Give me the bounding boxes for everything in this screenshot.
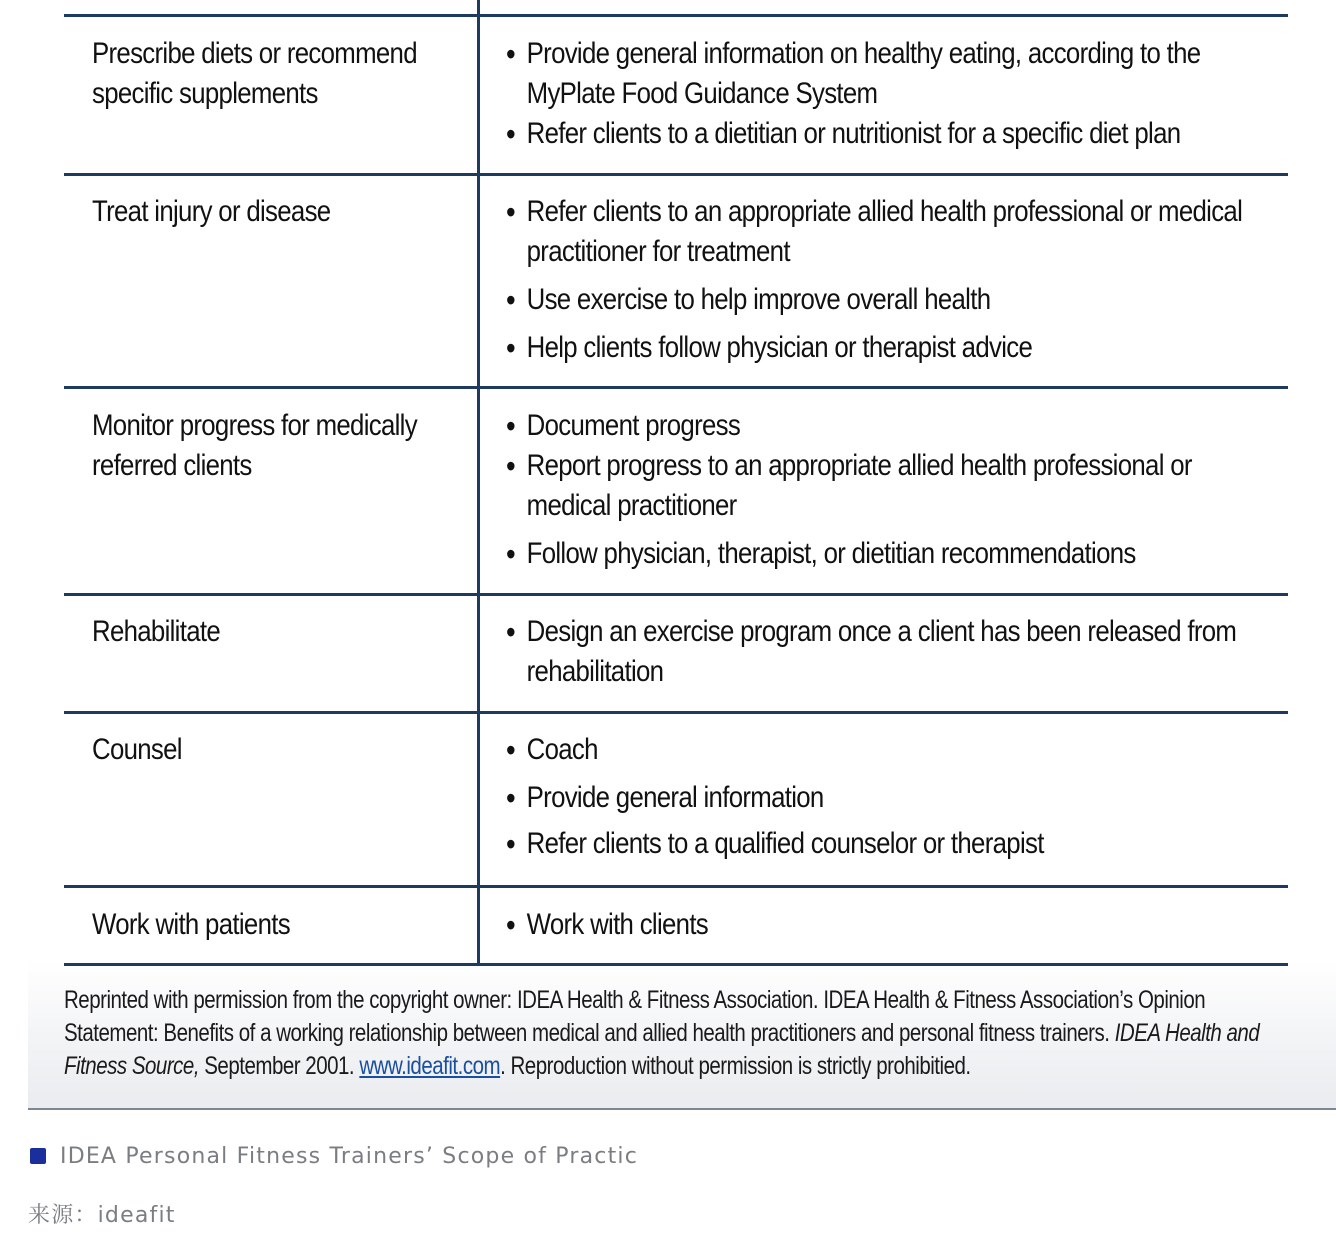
row-guidance [506, 406, 1306, 574]
guidance-item: • Use exercise to help improve overall health [506, 280, 1280, 320]
scope-table [64, 0, 1288, 968]
guidance-item: • Refer clients to an appropriate allied health professional or medical practitioner for treatment [506, 192, 1280, 272]
row-label: Prescribe diets or recommend specific supplements [92, 37, 417, 110]
guidance-item: • Provide general information [506, 778, 1280, 818]
row-label: Treat injury or disease [92, 195, 331, 228]
guidance-item: • Document progress [506, 406, 1280, 446]
row-label: Counsel [92, 733, 182, 766]
row-guidance [506, 730, 1306, 864]
row-rule [64, 14, 1288, 17]
row-guidance [506, 34, 1306, 154]
row-rule [64, 593, 1288, 596]
column-divider [477, 0, 480, 966]
footnote-text: Reprinted with permission from the copyright owner: IDEA Health & Fitness Association. IDEA Health & Fitness Association’s Opinion Statement: Benefits of a working relationship between medical and allied health practitioners and personal fitness trainers. [64, 986, 1206, 1047]
guidance-item: • Refer clients to a dietitian or nutritionist for a specific diet plan [506, 114, 1280, 154]
scope-of-practice-figure [28, 0, 1336, 1110]
guidance-item: • Report progress to an appropriate allied health professional or medical practitioner [506, 446, 1280, 526]
guidance-item: • Coach [506, 730, 1280, 770]
row-rule [64, 963, 1288, 966]
guidance-item: • Refer clients to a qualified counselor or therapist [506, 824, 1280, 864]
guidance-item: • Follow physician, therapist, or dietitian recommendations [506, 534, 1280, 574]
footnote-text: . Reproduction without permission is strictly prohibitied. [500, 1052, 971, 1080]
row-label: Work with patients [92, 908, 290, 941]
caption-text: IDEA Personal Fitness Trainers’ Scope of Practic [60, 1143, 639, 1169]
row-label: Monitor progress for medically referred clients [92, 409, 417, 482]
row-rule [64, 173, 1288, 176]
guidance-item: • Design an exercise program once a client has been released from rehabilitation [506, 612, 1280, 692]
row-guidance [506, 905, 1306, 945]
row-label: Rehabilitate [92, 615, 221, 648]
figure-caption [30, 1140, 638, 1172]
guidance-item: • Help clients follow physician or therapist advice [506, 328, 1280, 368]
guidance-item: • Work with clients [506, 905, 1280, 945]
row-guidance [506, 192, 1306, 368]
caption-marker-icon [30, 1148, 46, 1164]
row-rule [64, 386, 1288, 389]
footnote-text: September 2001. [199, 1052, 360, 1080]
footnote-source-title: IDEA Health and Fitness Source, [64, 1019, 1260, 1080]
permission-footnote [64, 984, 1324, 1083]
source-credit: 来源：ideafit [28, 1203, 176, 1228]
row-guidance [506, 612, 1306, 692]
guidance-item: • Provide general information on healthy eating, according to the MyPlate Food Guidance System [506, 34, 1280, 114]
row-rule [64, 885, 1288, 888]
row-rule [64, 711, 1288, 714]
ideafit-link[interactable]: www.ideafit.com [359, 1052, 501, 1080]
